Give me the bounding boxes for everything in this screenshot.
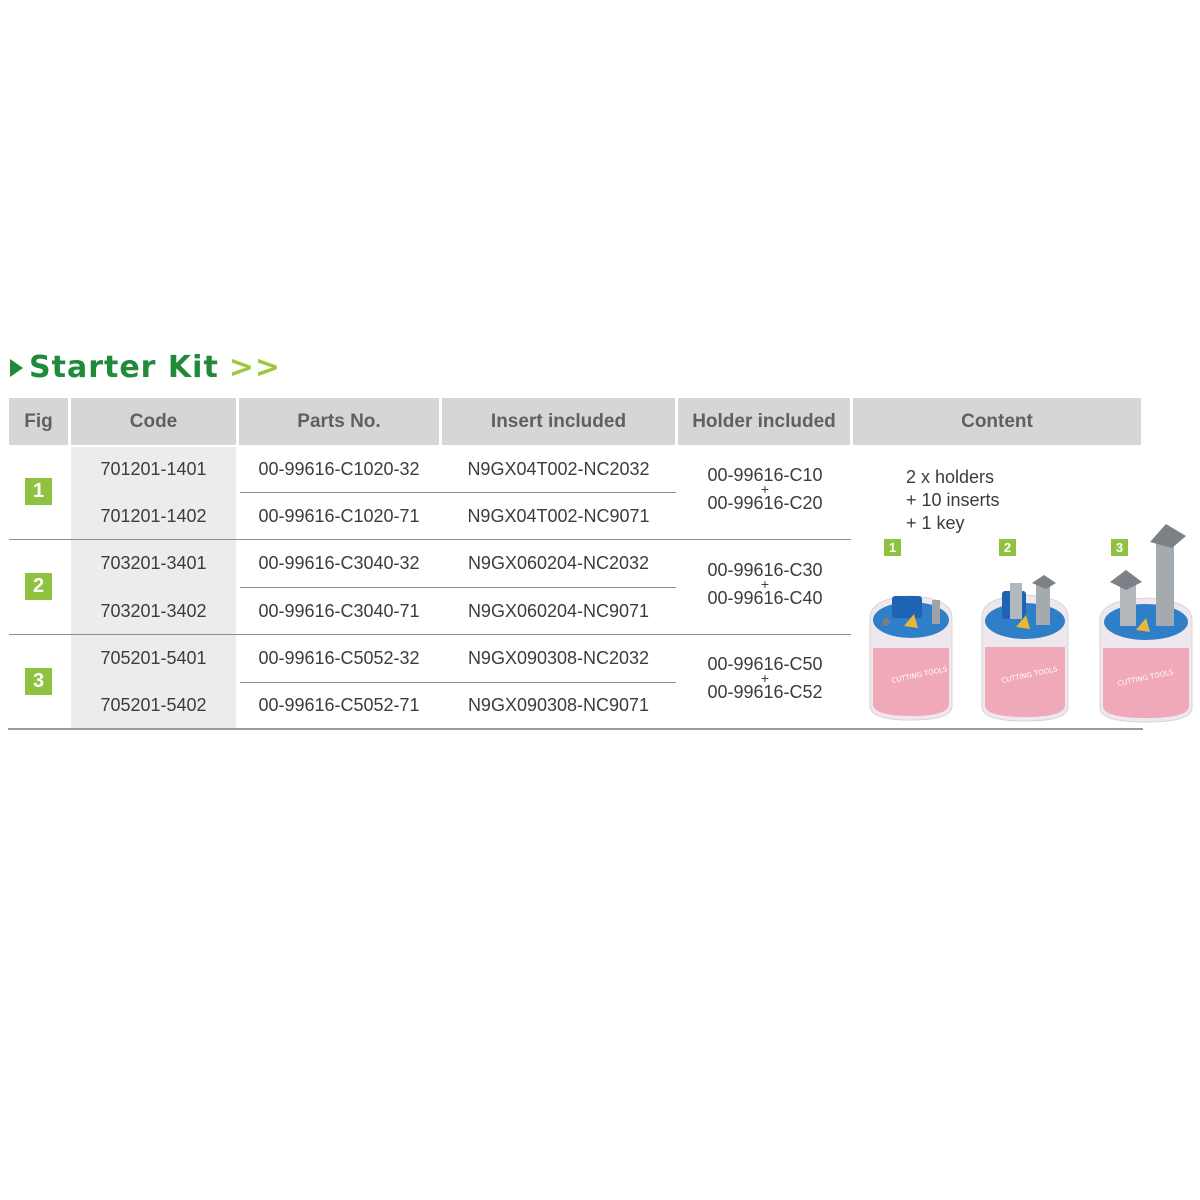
holder-plus: +	[760, 481, 770, 497]
holder-plus: +	[760, 670, 770, 686]
fig-badge-3: 3	[25, 668, 52, 695]
insert-cell: N9GX060204-NC9071	[467, 601, 650, 621]
parts-cell: 00-99616-C5052-71	[258, 695, 420, 715]
insert-cell: N9GX04T002-NC2032	[467, 459, 650, 479]
parts-cell: 00-99616-C3040-71	[258, 601, 420, 621]
header-code: Code	[71, 398, 236, 445]
header-content: Content	[853, 398, 1141, 445]
parts-cell: 00-99616-C5052-32	[258, 648, 420, 668]
holder-a: 00-99616-C30	[707, 560, 823, 580]
parts-cell: 00-99616-C1020-32	[258, 459, 420, 479]
parts-cell: 00-99616-C3040-32	[258, 553, 420, 573]
content-text	[906, 466, 1000, 535]
holder-plus: +	[760, 576, 770, 592]
header-fig: Fig	[9, 398, 68, 445]
header-insert: Insert included	[442, 398, 675, 445]
content-line: + 1 key	[906, 513, 965, 533]
holder-b: 00-99616-C40	[707, 588, 823, 608]
svg-text:CUTTING TOOLS: CUTTING TOOLS	[890, 665, 949, 685]
insert-cell: N9GX04T002-NC9071	[467, 506, 650, 526]
parts-cell: 00-99616-C1020-71	[258, 506, 420, 526]
code-cell: 703201-3401	[100, 553, 207, 573]
code-cell: 705201-5402	[100, 695, 207, 715]
title-text: Starter Kit	[29, 350, 219, 385]
insert-cell: N9GX060204-NC2032	[467, 553, 650, 573]
insert-cell: N9GX090308-NC9071	[467, 695, 650, 715]
holder-b: 00-99616-C20	[707, 493, 823, 513]
kit-jar-image-2	[976, 575, 1074, 725]
insert-cell: N9GX090308-NC2032	[467, 648, 650, 668]
title-chevrons: >>	[228, 350, 282, 385]
holder-cell-2	[680, 562, 850, 606]
fig-badge-1: 1	[25, 478, 52, 505]
code-cell: 705201-5401	[100, 648, 207, 668]
header-holder: Holder included	[678, 398, 850, 445]
svg-text:CUTTING TOOLS: CUTTING TOOLS	[1116, 668, 1175, 688]
svg-text:CUTTING TOOLS: CUTTING TOOLS	[1000, 665, 1059, 685]
fig-badge-2: 2	[25, 573, 52, 600]
header-parts: Parts No.	[239, 398, 439, 445]
image-badge-2: 2	[999, 539, 1016, 556]
code-cell: 701201-1402	[100, 506, 207, 526]
kit-jar-image-3	[1096, 520, 1200, 726]
holder-b: 00-99616-C52	[707, 682, 823, 702]
code-cell: 701201-1401	[100, 459, 207, 479]
holder-a: 00-99616-C50	[707, 654, 823, 674]
image-badge-1: 1	[884, 539, 901, 556]
holder-cell-3	[680, 656, 850, 700]
content-line: + 10 inserts	[906, 490, 1000, 510]
kit-jar-image-1	[862, 578, 960, 724]
holder-a: 00-99616-C10	[707, 465, 823, 485]
image-badge-3: 3	[1111, 539, 1128, 556]
content-line: 2 x holders	[906, 467, 995, 487]
holder-cell-1	[680, 467, 850, 511]
code-cell: 703201-3402	[100, 601, 207, 621]
